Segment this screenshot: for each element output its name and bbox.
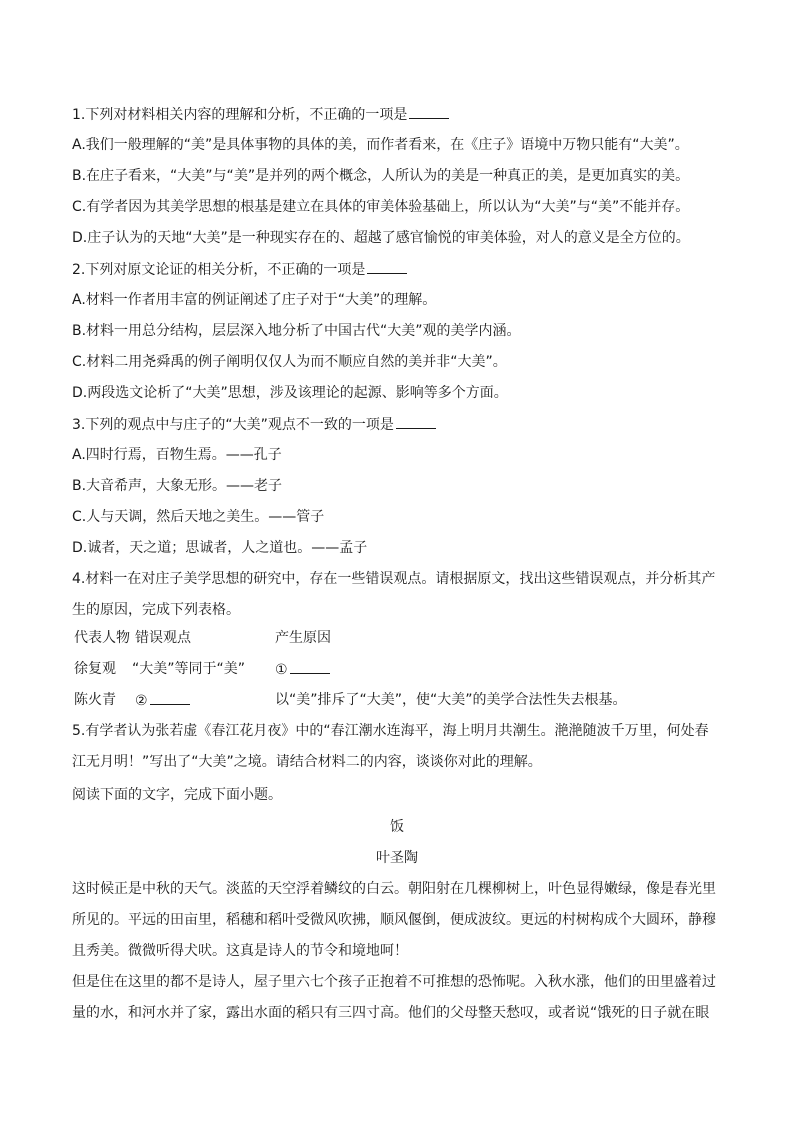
table-header-person: 代表人物 [74, 630, 130, 646]
question-2-option-b: B.材料一用总分结构，层层深入地分析了中国古代“大美”观的美学内涵。 [72, 323, 521, 339]
question-1-option-d: D.庄子认为的天地“大美”是一种现实存在的、超越了感官愉悦的审美体验，对人的意义是全方位的。 [72, 230, 690, 246]
answer-blank[interactable] [409, 104, 449, 119]
article-line: 且秀美。微微听得犬吠。这真是诗人的节令和境地呵！ [72, 943, 408, 959]
table-row-2-view: ② [135, 690, 190, 711]
table-row-2-reason: 以“美”排斥了“大美”，使“大美”的美学合法性失去根基。 [275, 692, 627, 708]
table-row-1-person: 徐复观 [74, 661, 116, 677]
question-2-option-c: C.材料二用尧舜禹的例子阐明仅仅人为而不顺应自然的美并非“大美”。 [72, 354, 507, 370]
question-1-option-a: A.我们一般理解的“美”是具体事物的具体的美，而作者看来，在《庄子》语境中万物只能有“大美”。 [72, 137, 689, 153]
table-row-1-reason: ① [275, 659, 330, 680]
table-row-2-person: 陈火青 [74, 692, 116, 708]
question-3-option-b: B.大音希声，大象无形。——老子 [72, 478, 283, 494]
question-3-option-d: D.诚者，天之道；思诚者，人之道也。——孟子 [72, 540, 368, 556]
table-header-view: 错误观点 [135, 630, 191, 646]
question-3-stem: 3.下列的观点中与庄子的“大美”观点不一致的一项是 [72, 414, 734, 435]
question-1-option-c: C.有学者因为其美学思想的根基是建立在具体的审美体验基础上，所以认为“大美”与“美”不能并存。 [72, 199, 690, 215]
table-row-1-view: “大美”等同于“美” [132, 661, 246, 677]
article-line: 量的水，和河水并了家，露出水面的稻只有三四寸高。他们的父母整天愁叹，或者说“饿死的日子就在眼 [72, 1005, 710, 1021]
answer-blank[interactable] [367, 259, 407, 274]
article-line: 但是住在这里的都不是诗人，屋子里六七个孩子正抱着不可推想的恐怖呢。入秋水涨，他们的田里盛着过 [72, 974, 716, 990]
article-line: 这时候正是中秋的天气。淡蓝的天空浮着鳞纹的白云。朝阳射在几棵柳树上，叶色显得嫩绿，像是春光里 [72, 881, 716, 897]
question-2-option-d: D.两段选文论析了“大美”思想，涉及该理论的起源、影响等多个方面。 [72, 385, 508, 401]
question-4-stem-line-1: 4.材料一在对庄子美学思想的研究中，存在一些错误观点。请根据原文，找出这些错误观点，并分析其产 [72, 571, 716, 587]
answer-blank[interactable] [290, 659, 330, 674]
question-2-option-a: A.材料一作者用丰富的例证阐述了庄子对于“大美”的理解。 [72, 292, 437, 308]
question-3-option-c: C.人与天调，然后天地之美生。——管子 [72, 509, 325, 525]
answer-blank[interactable] [150, 690, 190, 705]
question-2-stem: 2.下列对原文论证的相关分析，不正确的一项是 [72, 259, 734, 280]
article-line: 所见的。平远的田亩里，稻穗和稻叶受微风吹拂，顺风偃倒，便成波纹。更远的村树构成个大圆环，静穆 [72, 912, 716, 928]
question-4-stem-line-2: 生的原因，完成下列表格。 [72, 602, 240, 618]
answer-blank[interactable] [396, 414, 436, 429]
question-1-option-b: B.在庄子看来，“大美”与“美”是并列的两个概念，人所认为的美是一种真正的美，是更加真实的美。 [72, 168, 690, 184]
question-1-stem: 1.下列对材料相关内容的理解和分析，不正确的一项是 [72, 104, 734, 125]
question-5-line-2: 江无月明！”写出了“大美”之境。请结合材料二的内容，谈谈你对此的理解。 [72, 754, 542, 770]
question-5-line-1: 5.有学者认为张若虚《春江花月夜》中的“春江潮水连海平，海上明月共潮生。滟滟随波千万里，何处春 [72, 723, 709, 739]
article-author: 叶圣陶 [376, 850, 418, 866]
article-title: 饭 [390, 819, 404, 835]
table-header-reason: 产生原因 [275, 630, 331, 646]
reading-instruction: 阅读下面的文字，完成下面小题。 [72, 787, 282, 803]
question-3-option-a: A.四时行焉，百物生焉。——孔子 [72, 447, 282, 463]
